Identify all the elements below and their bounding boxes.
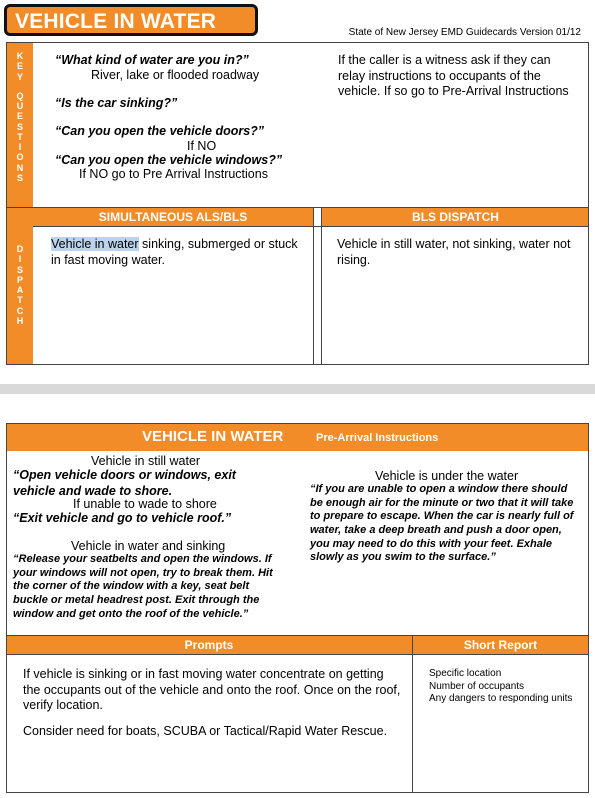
answer-open-windows: If NO go to Pre Arrival Instructions [79,167,268,181]
als-highlight: Vehicle in water [51,237,139,251]
question-car-sinking: “Is the car sinking?” [55,96,178,110]
key-questions-side-label: K E Y Q U E S T I O N S [7,43,33,207]
still-water-if: If unable to wade to shore [73,497,217,511]
question-open-doors: “Can you open the vehicle doors?” [55,124,265,138]
prompts-section [6,635,589,793]
version-label: State of New Jersey EMD Guidecards Version 01/12 [348,27,581,38]
prompt-sinking: If vehicle is sinking or in fast moving water concentrate on getting the occupants out of the vehicle and onto the roof. Once on the roof, verify location. [23,667,401,713]
bls-header: BLS DISPATCH [412,210,499,224]
pre-arrival-section [6,423,589,636]
short-report-list [429,668,572,706]
als-text: sinking, submerged or stuck in fast moving water. [51,237,298,267]
short-report-header: Short Report [463,638,538,652]
prompts-header: Prompts [184,638,234,652]
dispatch-section [6,207,589,365]
bls-criteria: Vehicle in still water, not sinking, water not rising. [337,237,571,267]
card-separator [0,384,595,394]
answer-water-type: River, lake or flooded roadway [91,68,260,82]
card-title-box [4,4,258,36]
question-water-type: “What kind of water are you in?” [55,53,249,67]
prompts-top-line [7,654,588,655]
prompt-resources: Consider need for boats, SCUBA or Tactical/Rapid Water Rescue. [23,724,388,738]
pre-arrival-header-bar [7,424,588,451]
als-header: SIMULTANEOUS ALS/BLS [98,210,248,224]
under-water-heading: Vehicle is under the water [375,469,519,483]
pre-arrival-subtitle: Pre-Arrival Instructions [316,432,439,444]
dispatch-divider [313,208,322,364]
sinking-instruction: “Release your seatbelts and open the windows. If your windows will not open, try to break them. Hit the corner of the window with a key, seat belt buckle or metal headrest post. Exit through the window and get onto the roof of the vehicle.” [13,553,273,620]
still-water-instruction: “Open vehicle doors or windows, exit vehicle and wade to shore. [13,468,236,498]
short-report-item: Number of occupants [429,680,525,692]
sinking-heading: Vehicle in water and sinking [71,539,226,553]
dispatch-white-top [33,226,588,227]
key-questions-section [6,42,589,208]
answer-open-doors: If NO [187,139,217,153]
question-open-windows: “Can you open the vehicle windows?” [55,153,283,167]
prompts-divider [412,636,413,792]
short-report-item: Any dangers to responding units [429,693,573,704]
still-water-instruction-2: “Exit vehicle and go to vehicle roof.” [13,511,232,525]
dispatch-side-label: D I S P A T C H [7,208,33,364]
pre-arrival-title: VEHICLE IN WATER [142,428,284,445]
als-criteria [51,237,303,268]
short-report-item: Specific location [429,668,502,679]
witness-note: If the caller is a witness ask if they can relay instructions to occupants of the vehicle. If so go to Pre-Arrival Instructions [338,53,569,99]
card-title: VEHICLE IN WATER [15,10,217,33]
under-water-instruction: “If you are unable to open a window there should be enough air for the minute or two that it will take to prepare to escape. When the car is nearly full of water, take a deep breath and push a door open, you may need to do this with your feet. Exhale slowly as you swim to the surface.” [310,483,574,564]
still-water-heading: Vehicle in still water [91,454,201,468]
